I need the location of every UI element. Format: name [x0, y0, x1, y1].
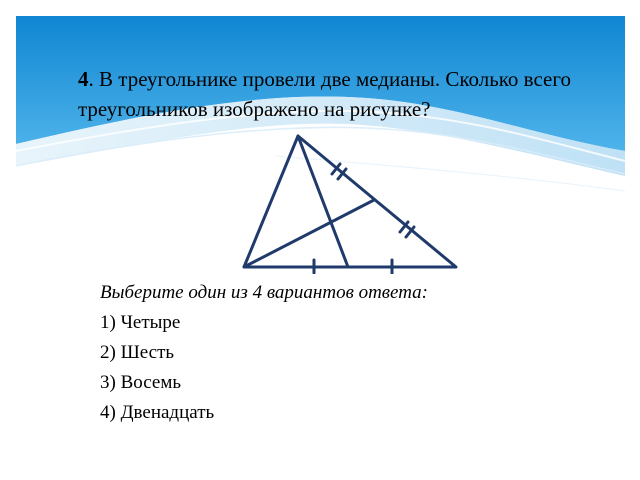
question-text: [78, 64, 578, 124]
answer-option-3[interactable]: 3) Восемь: [100, 372, 182, 393]
slide: [16, 16, 625, 476]
triangle-medians-figure: [236, 134, 466, 274]
question-number: 4: [78, 67, 89, 91]
answer-prompt: Выберите один из 4 вариантов ответа:: [100, 282, 429, 303]
question-body: . В треугольнике провели две медианы. Сколько всего треугольников изображено на рисунке?: [78, 67, 571, 121]
answer-option-1[interactable]: 1) Четыре: [100, 312, 181, 333]
answer-block: [100, 278, 428, 428]
answer-option-2[interactable]: 2) Шесть: [100, 342, 175, 363]
answer-option-4[interactable]: 4) Двенадцать: [100, 402, 215, 423]
median-left: [244, 200, 374, 267]
triangle-outline: [244, 136, 456, 267]
